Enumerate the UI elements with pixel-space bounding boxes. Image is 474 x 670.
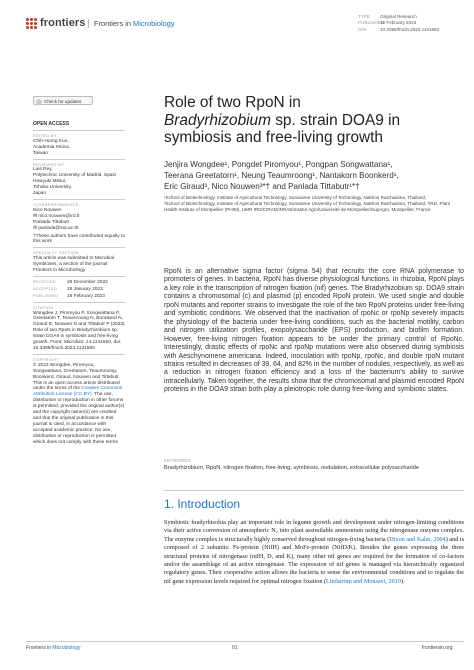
article-meta: TYPE Original Research PUBLISHED16 February 2023 DOI 10.3389/fmicb.2023.1131860	[358, 14, 440, 32]
intro-text: Symbiotic bradyrhizobia play an important role in legume growth and development under nitrogen-limiting conditions via their active conversion of atmospheric N₂ into plant assimilable ammonium using the nitrogenase enzyme complex. The enzyme complex is structurally highly conserved throughout nitrogen-fixing bacteria (Dixon and Kahn, 2004) and is composed of 2 subunits: Fe-protein (NifH) and MoFe-protein (NifD/K). Besides the genes expressing the three structural proteins of nitrogenase (nifH, D, and K), many other nif genes are required for the formation of co-factors and/or the assemblage of an active nitrogenase. The expression of nif genes is managed via hierarchically organized regulatory genes. Their cooperative action allows the bacteria to sense the environmental conditions and to regulate the nif gene expression levels required for optimal nitrogen fixation (Lindström and Mousavi, 2019).	[164, 519, 464, 585]
affiliations: ¹School of Biotechnology, Institute of Agricultural Technology, Suranaree University of Technology, Nakhon Ratchasima, Thailand, ²School of Biotechnology, Institute of Agricultural Technology, Suranaree University of Technology, Nakhon Ratchasima, Thailand, ³IRD, Plant Health Institute of Montpellier (PHIM), UMR IRD/CIRAD/INRAE/Institut Agro/Université de Montpellier/SupAgro, Montpellier, France	[164, 195, 450, 212]
editor: Chih-Horng Kuo, Academia Sinica, Taiwan	[33, 138, 71, 156]
open-access-label: OPEN ACCESS	[33, 121, 70, 127]
updates-icon	[36, 99, 42, 105]
frontiers-logo[interactable]	[26, 10, 86, 36]
copyright: © 2023 Wongdee, Piromyou, Songwattana, Greetatorn, Teaumroong, Boonkerd, Giraud, Nouwen and Tittabutr. This is an open-access article distributed under the terms of the Creative Commons Attribution License (CC BY). The use, distribution or reproduction in other forums is permitted, provided the original author(s) and the copyright owner(s) are credited and that the original publication in this journal is cited, in accordance with accepted academic practice. No use, distribution or reproduction is permitted which does not comply with these terms.	[33, 362, 125, 445]
reviewers: Luis Rey, Polytechnic University of Madrid, Spain Hisayuki Mitsui, Tohoku University, Japan	[33, 167, 117, 197]
journal-name[interactable]: Frontiers in Microbiology	[88, 19, 175, 28]
sidebar: OPEN ACCESS EDITED BY Chih-Horng Kuo, Academia Sinica, Taiwan REVIEWED BY Luis Rey, Polytechnic University of Madrid, Spain Hisayuki Mitsui, Tohoku University, Japan *CORRESPONDENCE Nico Nouwen ✉ nico.nouwen@ird.fr Panlada Tittabutr ✉ panlada@sut.ac.th †These authors have contributed equally to this work SPECIALTY SECTION This article was submitted to Microbial Symbioses, a section of the journal Frontiers in Microbiology RECEIVED 26 December 2022 ACCEPTED 26 January 2023 PUBLISHED 16 February 2023 CITATION Wongdee J, Piromyou P, Songwattana P, Greetatorn T, Teaumroong N, Boonkerd N, Giraud E, Nouwen N and Tittabutr P (2023) Role of two RpoN in Bradyrhizobium sp. strain DOA9 in symbiosis and free-living growth. Front. Microbiol. 14:1131860. doi: 10.3389/fmicb.2023.1131860 COPYRIGHT © 2023 Wongdee, Piromyou, Songwattana, Greetatorn, Teaumroong, Boonkerd, Giraud, Nouwen and Tittabutr. This is an open-access article distributed under the terms of the Creative Commons Attribution License (CC BY). The use, distribution or reproduction in other forums is permitted, provided the original author(s) and the copyright owner(s) are credited and that the original publication in this journal is cited, in accordance with accepted academic practice. No use, distribution or reproduction is permitted which does not comply with these terms.	[33, 121, 126, 445]
divider	[164, 490, 464, 491]
reference-link[interactable]: Dixon and Kahn, 2004	[389, 535, 446, 543]
reference-link[interactable]: Lindström and Mousavi, 2019	[326, 577, 401, 585]
email-link[interactable]: ✉ panlada@sut.ac.th	[33, 225, 79, 231]
citation: Wongdee J, Piromyou P, Songwattana P, Greetatorn T, Teaumroong N, Boonkerd N, Giraud E, Nouwen N and Tittabutr P (2023) Role of two RpoN in Bradyrhizobium sp. strain DOA9 in symbiosis and free-living growth. Front. Microbiol. 14:1131860. doi: 10.3389/fmicb.2023.1131860	[33, 310, 125, 351]
logo-text: frontiers	[40, 17, 86, 29]
footer-website-link[interactable]: frontiersin.org	[422, 645, 453, 651]
authors: Jenjira Wongdee¹, Pongdet Piromyou¹, Pongpan Songwattana¹, Teerana Greetatorn¹, Neung Teaumroong¹, Nantakorn Boonkerd¹, Eric Giraud³, Nico Nouwen³*† and Panlada Tittabutr¹*†	[164, 160, 399, 191]
section-heading: 1. Introduction	[164, 497, 241, 511]
article-title: Role of two RpoN in Bradyrhizobium sp. strain DOA9 in symbiosis and free-living growth	[164, 94, 401, 146]
keywords: Bradyrhizobium, RpoN, nitrogen fixation, free-living, symbiosis, nodulation, extracellular polysaccharide	[164, 465, 419, 471]
doi-link[interactable]: 10.3389/fmicb.2023.1131860	[380, 26, 440, 32]
frontiers-logo-icon	[26, 18, 37, 29]
abstract: RpoN is an alternative sigma factor (sigma 54) that recruits the core RNA polymerase to promoters of genes. In bacteria, RpoN has diverse physiological functions. In rhizobia, RpoN plays a key role in the transcription of nitrogen fixation (nif) genes. The Bradyrhizobium sp. DOA9 strain contains a chromosomal (c) and plasmid (p) encoded RpoN protein. We used single and double rpoN mutants and reporter strains to investigate the role of the two RpoN proteins under free-living and symbiotic conditions. We observed that the inactivation of rpoNc or rpoNp severely impacts the physiology of the bacteria under free-living conditions, such as the bacterial motility, carbon and nitrogen utilization profiles, exopolysaccharide (EPS) production, and biofilm formation. However, free-living nitrogen fixation appears to be under the primary control of RpoNc. Interestingly, drastic effects of rpoNc and rpoNp mutations were also observed during symbiosis with Aeschynomene americana. Indeed, inoculation with rpoNp, rpoNc, and double rpoN mutant strains resulted in decreases of 39, 64, and 82% in the number of nodules, respectively, as well as a reduction in nitrogen fixation efficiency and a loss of the bacterium's ability to survive intracellularly. Taken together, the results show that the chromosomal and plasmid encoded RpoN proteins in the DOA9 strain both play a pleiotropic role during free-living and symbiotic states.	[164, 268, 464, 394]
license-link[interactable]: Creative Commons Attribution License (CC BY)	[33, 386, 123, 398]
email-link[interactable]: ✉ nico.nouwen@ird.fr	[33, 213, 80, 219]
footer-divider	[26, 641, 464, 642]
keywords-label: KEYWORDS	[164, 458, 191, 463]
check-for-updates-button[interactable]: Check for updates	[33, 96, 93, 105]
footer-journal[interactable]: Frontiers in Microbiology	[26, 645, 81, 651]
page-number: 01	[232, 645, 238, 651]
